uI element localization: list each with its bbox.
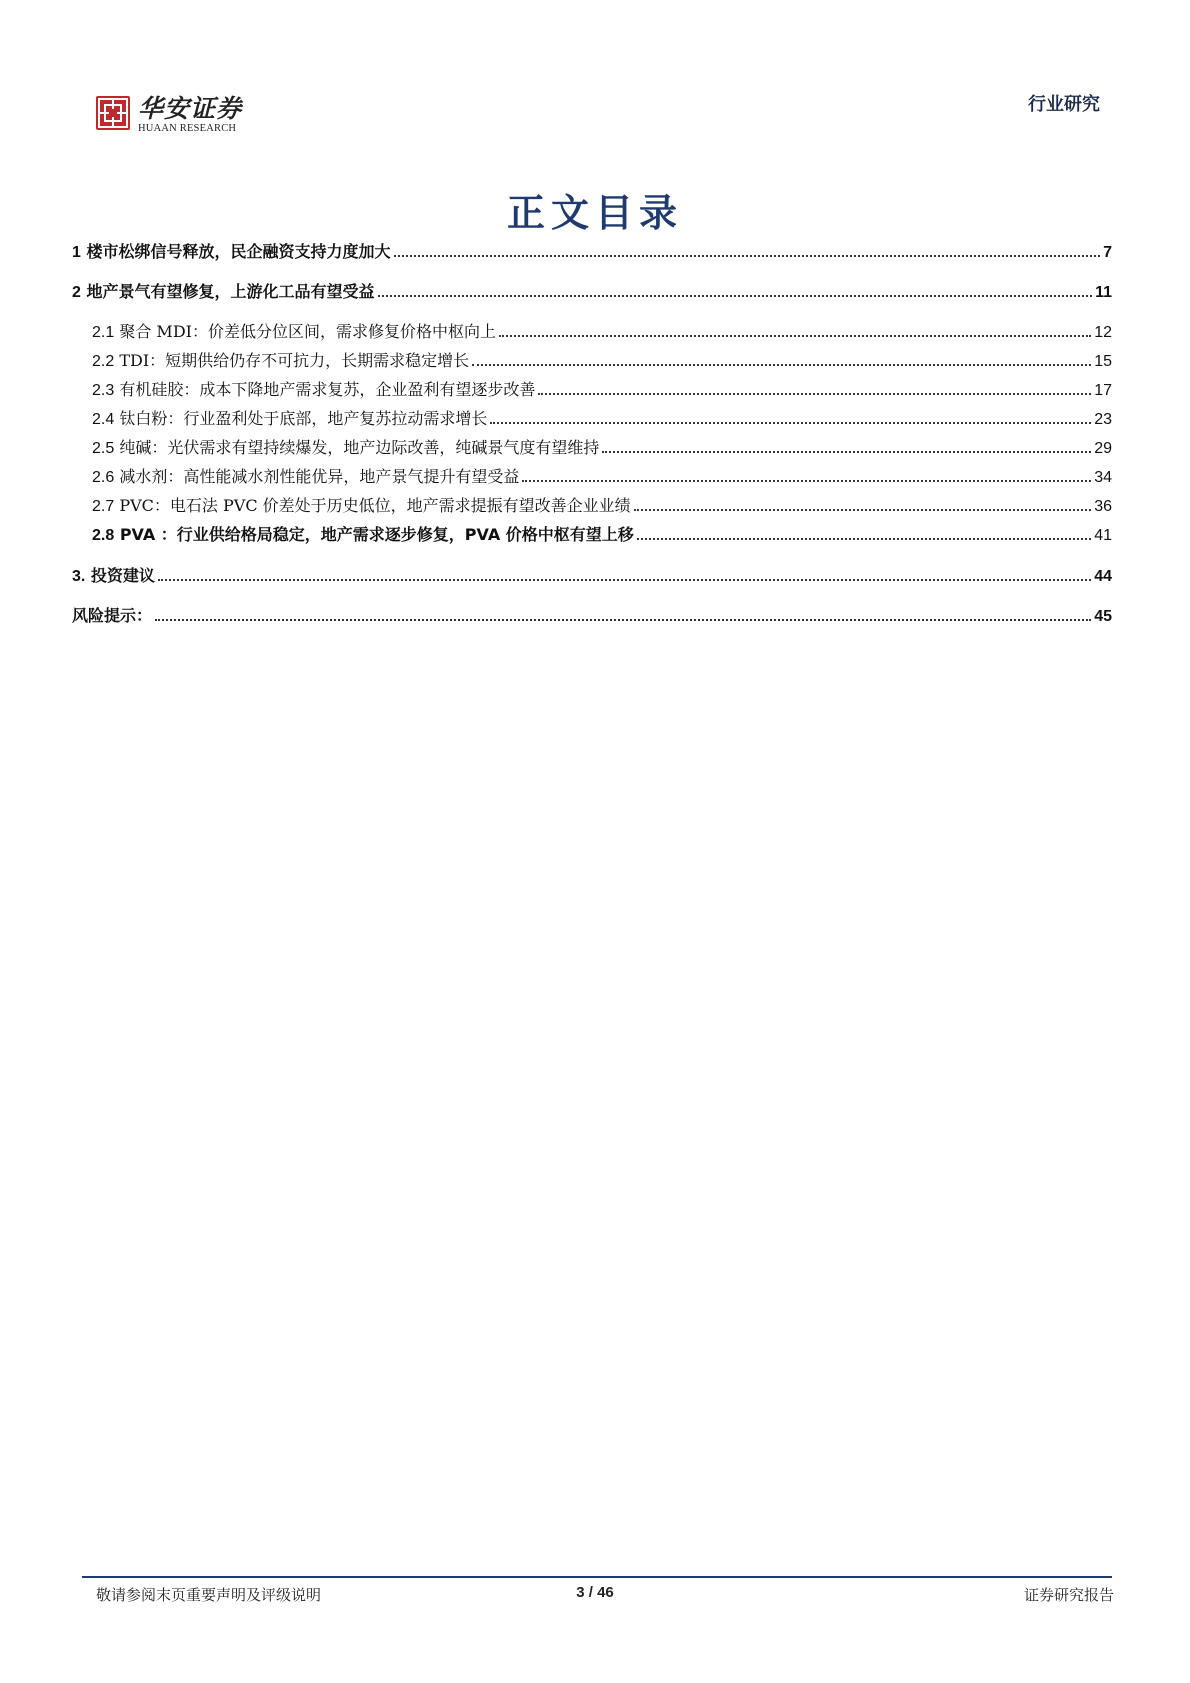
toc-entry[interactable] — [72, 602, 1112, 626]
toc-entry-text: 钛白粉：行业盈利处于底部，地产复苏拉动需求增长 — [119, 409, 488, 428]
toc-entry[interactable] — [92, 318, 1112, 342]
toc-entry[interactable] — [92, 347, 1112, 371]
toc-entry-page: 23 — [1094, 411, 1112, 428]
toc-entry[interactable] — [92, 463, 1112, 487]
toc-entry-page: 44 — [1094, 568, 1112, 585]
footer-report-label: 证券研究报告 — [1023, 1586, 1114, 1604]
toc-entry-number: 1 — [72, 244, 81, 261]
toc-entry-text: 聚合 MDI：价差低分位区间，需求修复价格中枢向上 — [119, 322, 496, 341]
toc-entry-text: 地产景气有望修复，上游化工品有望受益 — [86, 282, 375, 301]
page-title: 正文目录 — [506, 190, 683, 235]
seal-icon — [96, 96, 130, 130]
toc-entry-label — [72, 239, 391, 262]
toc-entry-page: 11 — [1095, 284, 1112, 301]
toc-entry-page: 7 — [1103, 244, 1112, 261]
toc-entry-number: 2.7 — [92, 498, 115, 515]
company-logo — [96, 96, 242, 135]
toc-entry-page: 12 — [1094, 324, 1112, 341]
logo-chinese: 华安证券 — [138, 94, 243, 123]
toc-entry-text: PVA ：行业供给格局稳定，地产需求逐步修复，PVA 价格中枢有望上移 — [119, 525, 634, 544]
toc-leader-dots — [490, 422, 1091, 424]
toc-leader-dots — [634, 509, 1092, 511]
toc-entry-text: 风险提示： — [72, 606, 153, 625]
toc-entry-page: 17 — [1094, 382, 1112, 399]
toc-entry-label — [92, 493, 631, 516]
toc-entry-text: 纯碱：光伏需求有望持续爆发，地产边际改善，纯碱景气度有望维持 — [119, 438, 600, 457]
toc-entry-label — [92, 377, 535, 400]
toc-leader-dots — [394, 255, 1101, 257]
toc-leader-dots — [637, 538, 1091, 540]
toc-entry[interactable] — [92, 521, 1112, 545]
toc-entry-text: 有机硅胶：成本下降地产需求复苏，企业盈利有望逐步改善 — [119, 380, 536, 399]
toc-entry-text: 楼市松绑信号释放，民企融资支持力度加大 — [86, 242, 391, 261]
toc-entry-number: 2.1 — [92, 324, 115, 341]
toc-leader-dots — [602, 451, 1091, 453]
toc-leader-dots — [522, 480, 1091, 482]
page-header — [0, 0, 1190, 150]
toc-entry-number: 3. — [72, 568, 86, 585]
toc-leader-dots — [472, 364, 1091, 366]
footer-disclaimer: 敬请参阅末页重要声明及评级说明 — [96, 1586, 322, 1604]
toc-entry-page: 41 — [1094, 527, 1112, 544]
toc-entry-text: 投资建议 — [90, 566, 155, 585]
toc-entry-label — [92, 464, 519, 487]
toc-entry-label — [92, 348, 469, 371]
toc-entry-number: 2.8 — [92, 527, 115, 544]
toc-entry[interactable] — [92, 434, 1112, 458]
toc-entry-label — [92, 319, 496, 342]
toc-entry-page: 34 — [1094, 469, 1112, 486]
toc-entry[interactable] — [72, 278, 1112, 302]
toc-leader-dots — [538, 393, 1091, 395]
toc-entry-text: PVC：电石法 PVC 价差处于历史低位，地产需求提振有望改善企业业绩 — [119, 496, 631, 515]
toc-entry-number: 2.6 — [92, 469, 115, 486]
toc-entry[interactable] — [92, 376, 1112, 400]
page-number: 3 / 46 — [576, 1584, 614, 1601]
toc-entry-label — [92, 522, 634, 545]
toc-entry-number: 2.3 — [92, 382, 115, 399]
report-type-label: 行业研究 — [1028, 94, 1100, 115]
toc-entry-page: 15 — [1094, 353, 1112, 370]
toc-entry-label — [72, 563, 155, 586]
toc-entry[interactable] — [72, 562, 1112, 586]
toc-entry-page: 45 — [1094, 608, 1112, 625]
toc-entry-label — [92, 435, 599, 458]
toc-leader-dots — [378, 295, 1093, 297]
toc-leader-dots — [155, 619, 1091, 621]
toc-entry-number: 2.5 — [92, 440, 115, 457]
toc-entry[interactable] — [72, 238, 1112, 262]
toc-entry-label — [72, 279, 375, 302]
logo-english: HUAAN RESEARCH — [138, 123, 237, 134]
footer-divider — [82, 1576, 1112, 1578]
toc-entry-label — [72, 603, 152, 626]
toc-entry-text: TDI：短期供给仍存不可抗力，长期需求稳定增长 — [119, 351, 470, 370]
toc-leader-dots — [158, 579, 1091, 581]
toc-entry[interactable] — [92, 492, 1112, 516]
toc-entry-number: 2.4 — [92, 411, 115, 428]
toc-entry-number: 2 — [72, 284, 81, 301]
toc-entry-text: 减水剂：高性能减水剂性能优异，地产景气提升有望受益 — [119, 467, 520, 486]
toc-entry-page: 36 — [1094, 498, 1112, 515]
toc-entry-number: 2.2 — [92, 353, 115, 370]
toc-entry[interactable] — [92, 405, 1112, 429]
toc-entry-page: 29 — [1094, 440, 1112, 457]
toc-entry-label — [92, 406, 487, 429]
toc-leader-dots — [499, 335, 1091, 337]
